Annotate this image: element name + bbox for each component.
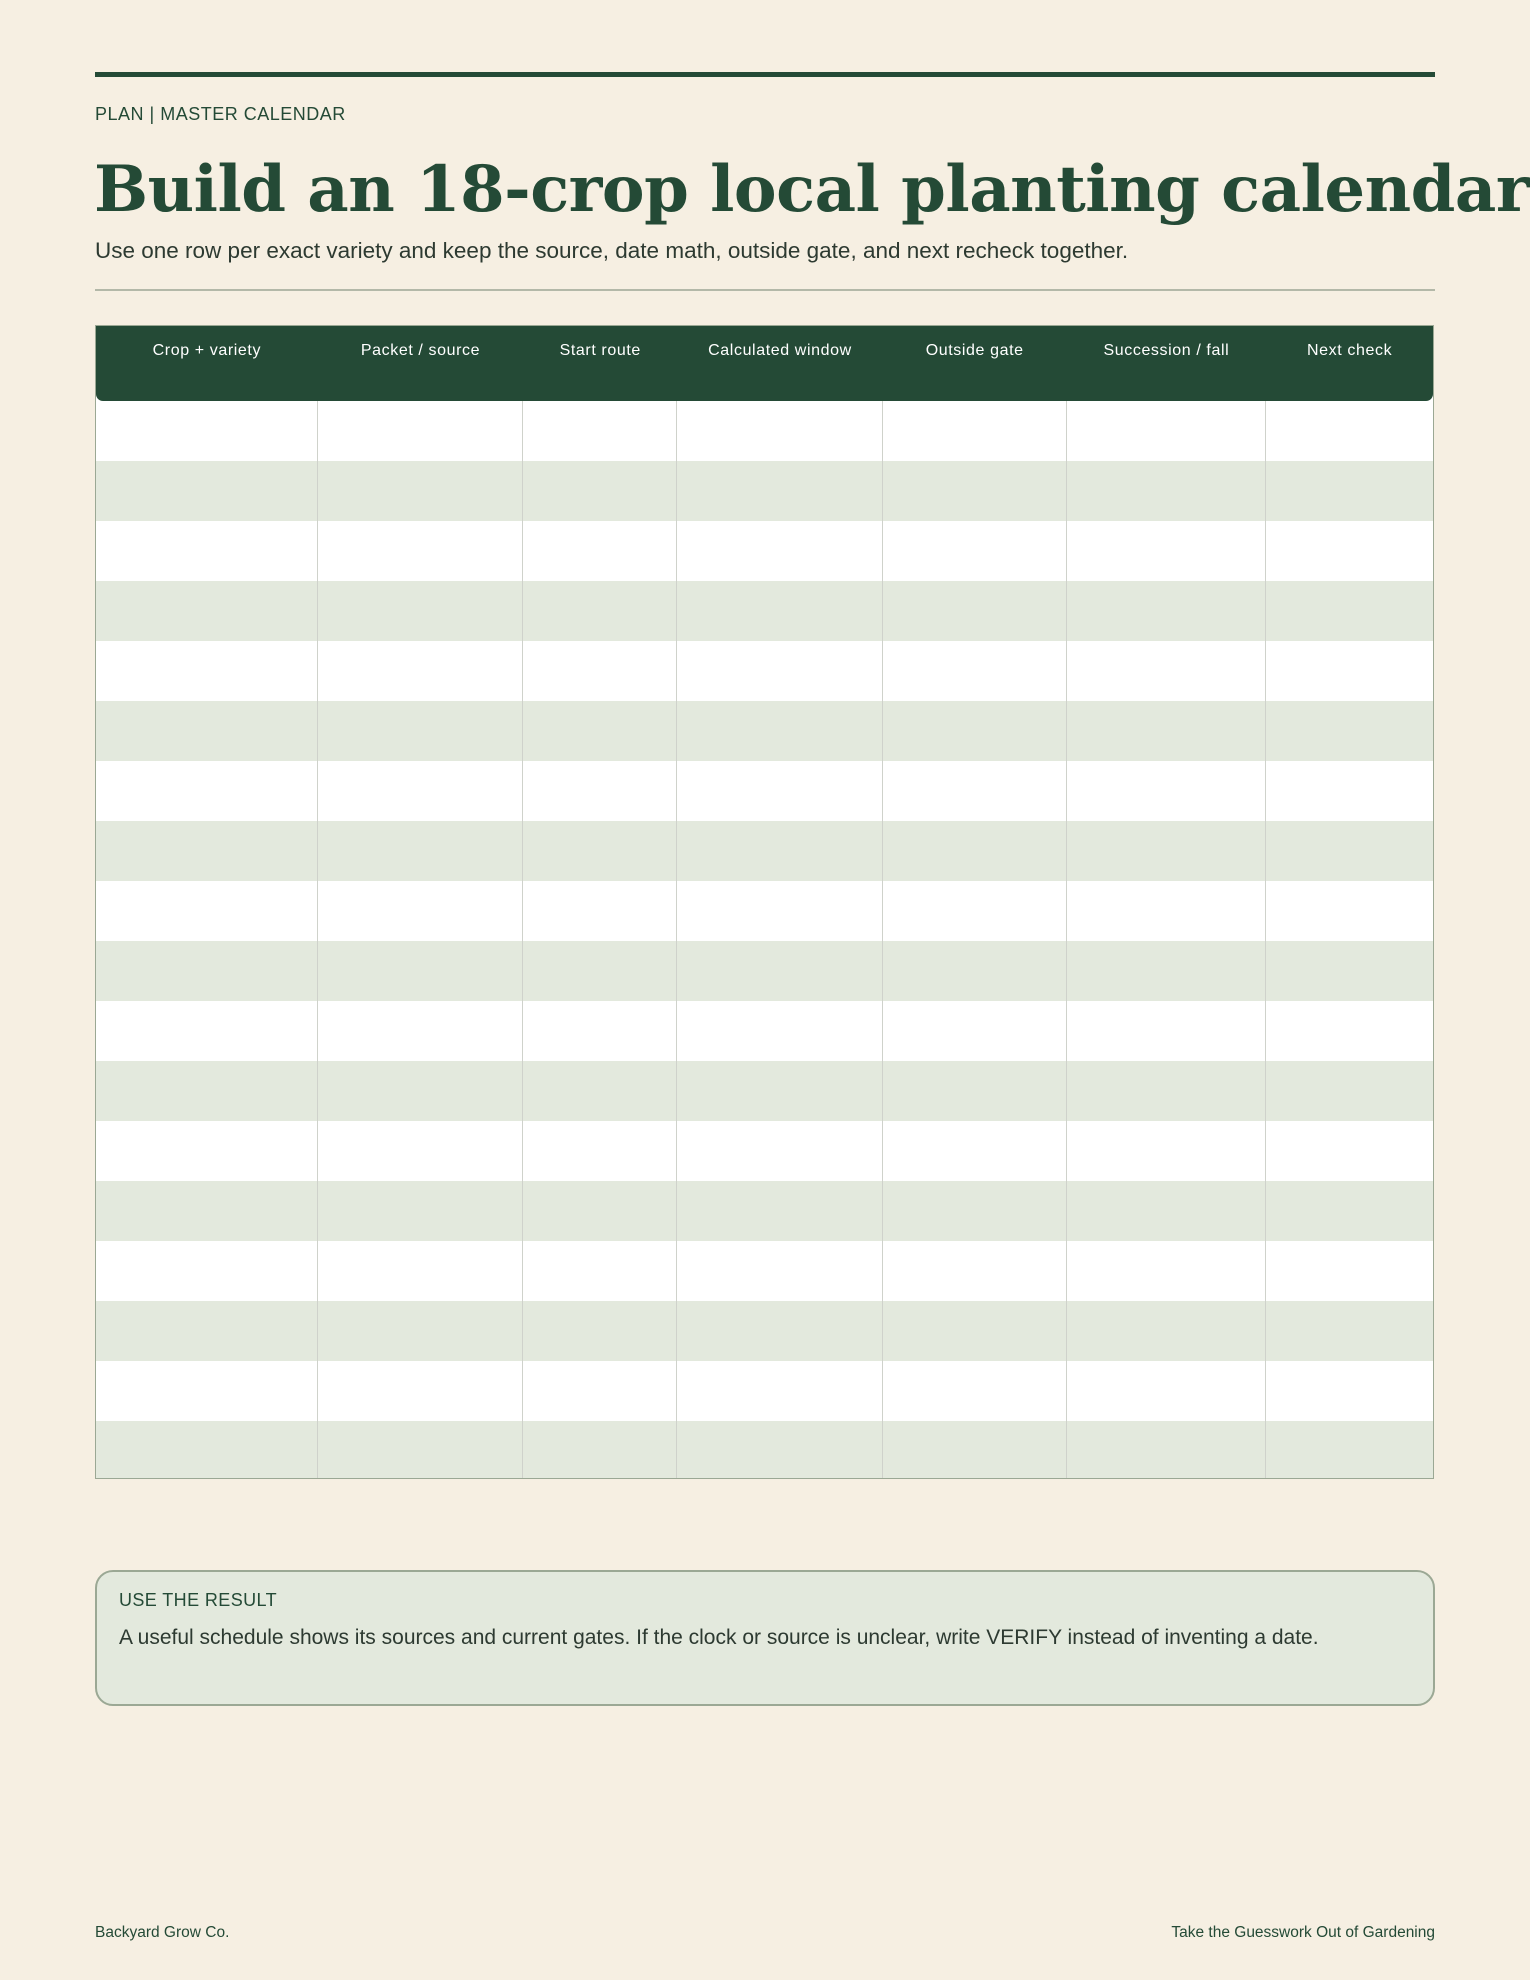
- table-row: [96, 401, 1433, 461]
- table-cell-start-route[interactable]: [523, 701, 677, 761]
- table-cell-calculated-window[interactable]: [677, 761, 883, 821]
- table-cell-succession-fall[interactable]: [1067, 1181, 1267, 1241]
- table-cell-outside-gate[interactable]: [883, 641, 1067, 701]
- table-cell-crop-variety[interactable]: [96, 1181, 318, 1241]
- table-cell-next-check[interactable]: [1266, 581, 1433, 641]
- table-row: [96, 581, 1433, 641]
- table-cell-succession-fall[interactable]: [1067, 761, 1267, 821]
- table-cell-succession-fall[interactable]: [1067, 401, 1267, 461]
- table-cell-crop-variety[interactable]: [96, 461, 318, 521]
- column-header-packet-source: Packet / source: [360, 342, 481, 359]
- table-cell-calculated-window[interactable]: [677, 401, 883, 461]
- table-cell-succession-fall[interactable]: [1067, 1121, 1267, 1181]
- table-cell-start-route[interactable]: [523, 1301, 677, 1361]
- result-note-box: [95, 1570, 1435, 1706]
- table-cell-start-route[interactable]: [523, 1061, 677, 1121]
- column-header-succession-fall: Succession / fall: [1103, 342, 1230, 359]
- table-cell-next-check[interactable]: [1266, 1241, 1433, 1301]
- table-cell-outside-gate[interactable]: [883, 881, 1067, 941]
- table-cell-start-route[interactable]: [523, 821, 677, 881]
- table-cell-outside-gate[interactable]: [883, 701, 1067, 761]
- table-cell-start-route[interactable]: [523, 1421, 677, 1479]
- table-cell-packet-source[interactable]: [318, 1061, 524, 1121]
- table-row: [96, 1361, 1433, 1421]
- table-row: [96, 1181, 1433, 1241]
- table-cell-packet-source[interactable]: [318, 581, 524, 641]
- planting-calendar-table: [95, 325, 1434, 1479]
- table-cell-calculated-window[interactable]: [677, 521, 883, 581]
- table-row: [96, 1421, 1433, 1479]
- column-header-start-route: Start route: [559, 342, 641, 359]
- table-cell-crop-variety[interactable]: [96, 1361, 318, 1421]
- table-cell-succession-fall[interactable]: [1067, 821, 1267, 881]
- table-cell-next-check[interactable]: [1266, 1421, 1433, 1479]
- table-cell-succession-fall[interactable]: [1067, 701, 1267, 761]
- table-cell-calculated-window[interactable]: [677, 1301, 883, 1361]
- table-cell-start-route[interactable]: [523, 941, 677, 1001]
- table-cell-start-route[interactable]: [523, 581, 677, 641]
- table-cell-calculated-window[interactable]: [677, 1361, 883, 1421]
- table-cell-calculated-window[interactable]: [677, 881, 883, 941]
- table-cell-crop-variety[interactable]: [96, 1121, 318, 1181]
- table-cell-start-route[interactable]: [523, 881, 677, 941]
- table-cell-crop-variety[interactable]: [96, 1421, 318, 1479]
- table-cell-crop-variety[interactable]: [96, 641, 318, 701]
- table-cell-packet-source[interactable]: [318, 1361, 524, 1421]
- table-row: [96, 641, 1433, 701]
- table-cell-succession-fall[interactable]: [1067, 1301, 1267, 1361]
- column-header-next-check: Next check: [1307, 342, 1393, 359]
- column-header-outside-gate: Outside gate: [925, 342, 1024, 359]
- table-cell-outside-gate[interactable]: [883, 1421, 1067, 1479]
- table-cell-calculated-window[interactable]: [677, 1421, 883, 1479]
- table-cell-crop-variety[interactable]: [96, 1301, 318, 1361]
- table-cell-calculated-window[interactable]: [677, 941, 883, 1001]
- table-cell-outside-gate[interactable]: [883, 941, 1067, 1001]
- table-row: [96, 821, 1433, 881]
- table-cell-next-check[interactable]: [1266, 461, 1433, 521]
- table-cell-calculated-window[interactable]: [677, 1061, 883, 1121]
- table-cell-next-check[interactable]: [1266, 1361, 1433, 1421]
- table-cell-outside-gate[interactable]: [883, 761, 1067, 821]
- table-cell-succession-fall[interactable]: [1067, 941, 1267, 1001]
- table-cell-start-route[interactable]: [523, 461, 677, 521]
- table-cell-start-route[interactable]: [523, 1181, 677, 1241]
- table-cell-calculated-window[interactable]: [677, 581, 883, 641]
- table-body: [96, 401, 1433, 1478]
- table-cell-crop-variety[interactable]: [96, 941, 318, 1001]
- table-cell-packet-source[interactable]: [318, 641, 524, 701]
- table-cell-start-route[interactable]: [523, 1241, 677, 1301]
- table-row: [96, 1121, 1433, 1181]
- table-row: [96, 1241, 1433, 1301]
- table-cell-crop-variety[interactable]: [96, 1001, 318, 1061]
- table-cell-packet-source[interactable]: [318, 881, 524, 941]
- table-cell-packet-source[interactable]: [318, 1181, 524, 1241]
- table-row: [96, 701, 1433, 761]
- table-cell-succession-fall[interactable]: [1067, 1001, 1267, 1061]
- table-cell-crop-variety[interactable]: [96, 581, 318, 641]
- column-header-crop-variety: Crop + variety: [152, 342, 262, 359]
- table-cell-packet-source[interactable]: [318, 1421, 524, 1479]
- table-cell-outside-gate[interactable]: [883, 1241, 1067, 1301]
- table-row: [96, 1001, 1433, 1061]
- table-cell-next-check[interactable]: [1266, 1061, 1433, 1121]
- table-cell-outside-gate[interactable]: [883, 1121, 1067, 1181]
- table-cell-next-check[interactable]: [1266, 1181, 1433, 1241]
- table-cell-packet-source[interactable]: [318, 1301, 524, 1361]
- table-cell-outside-gate[interactable]: [883, 1181, 1067, 1241]
- table-cell-next-check[interactable]: [1266, 1121, 1433, 1181]
- table-cell-crop-variety[interactable]: [96, 1061, 318, 1121]
- table-cell-packet-source[interactable]: [318, 821, 524, 881]
- table-cell-calculated-window[interactable]: [677, 1121, 883, 1181]
- table-header-row: [96, 326, 1433, 401]
- note-body: A useful schedule shows its sources and current gates. If the clock or source is unclear, write VERIFY instead of inventing a date.: [119, 1626, 1319, 1649]
- table-row: [96, 1061, 1433, 1121]
- top-rule: [95, 72, 1435, 77]
- table-cell-start-route[interactable]: [523, 641, 677, 701]
- table-cell-packet-source[interactable]: [318, 761, 524, 821]
- table-row: [96, 521, 1433, 581]
- table-cell-outside-gate[interactable]: [883, 1061, 1067, 1121]
- table-cell-succession-fall[interactable]: [1067, 881, 1267, 941]
- footer-tagline: Take the Guesswork Out of Gardening: [1171, 1924, 1435, 1941]
- table-cell-packet-source[interactable]: [318, 1121, 524, 1181]
- table-cell-succession-fall[interactable]: [1067, 641, 1267, 701]
- table-cell-succession-fall[interactable]: [1067, 1361, 1267, 1421]
- table-cell-next-check[interactable]: [1266, 401, 1433, 461]
- table-cell-crop-variety[interactable]: [96, 761, 318, 821]
- table-cell-next-check[interactable]: [1266, 881, 1433, 941]
- table-cell-start-route[interactable]: [523, 761, 677, 821]
- table-cell-crop-variety[interactable]: [96, 881, 318, 941]
- table-cell-next-check[interactable]: [1266, 641, 1433, 701]
- column-header-calculated-window: Calculated window: [708, 342, 852, 359]
- table-cell-outside-gate[interactable]: [883, 461, 1067, 521]
- table-cell-packet-source[interactable]: [318, 401, 524, 461]
- table-cell-calculated-window[interactable]: [677, 1181, 883, 1241]
- table-cell-outside-gate[interactable]: [883, 1001, 1067, 1061]
- table-row: [96, 881, 1433, 941]
- table-cell-start-route[interactable]: [523, 1001, 677, 1061]
- table-row: [96, 941, 1433, 1001]
- table-cell-outside-gate[interactable]: [883, 1361, 1067, 1421]
- page-title: Build an 18-crop local planting calendar: [94, 152, 1530, 227]
- table-cell-crop-variety[interactable]: [96, 401, 318, 461]
- table-cell-succession-fall[interactable]: [1067, 521, 1267, 581]
- table-cell-packet-source[interactable]: [318, 1241, 524, 1301]
- table-cell-outside-gate[interactable]: [883, 581, 1067, 641]
- table-cell-succession-fall[interactable]: [1067, 1061, 1267, 1121]
- table-cell-next-check[interactable]: [1266, 821, 1433, 881]
- table-cell-outside-gate[interactable]: [883, 401, 1067, 461]
- page-subtitle: Use one row per exact variety and keep the source, date math, outside gate, and next recheck together.: [95, 238, 1129, 263]
- table-cell-outside-gate[interactable]: [883, 1301, 1067, 1361]
- table-cell-succession-fall[interactable]: [1067, 581, 1267, 641]
- table-cell-start-route[interactable]: [523, 1121, 677, 1181]
- table-cell-succession-fall[interactable]: [1067, 1421, 1267, 1479]
- header-divider: [95, 289, 1435, 291]
- table-cell-packet-source[interactable]: [318, 941, 524, 1001]
- table-cell-calculated-window[interactable]: [677, 461, 883, 521]
- table-cell-start-route[interactable]: [523, 401, 677, 461]
- table-cell-packet-source[interactable]: [318, 461, 524, 521]
- table-cell-calculated-window[interactable]: [677, 1001, 883, 1061]
- table-cell-calculated-window[interactable]: [677, 701, 883, 761]
- table-cell-next-check[interactable]: [1266, 1001, 1433, 1061]
- table-cell-crop-variety[interactable]: [96, 701, 318, 761]
- table-cell-next-check[interactable]: [1266, 701, 1433, 761]
- table-cell-next-check[interactable]: [1266, 761, 1433, 821]
- table-cell-crop-variety[interactable]: [96, 1241, 318, 1301]
- table-cell-outside-gate[interactable]: [883, 521, 1067, 581]
- table-cell-packet-source[interactable]: [318, 1001, 524, 1061]
- table-cell-crop-variety[interactable]: [96, 521, 318, 581]
- table-cell-next-check[interactable]: [1266, 1301, 1433, 1361]
- table-cell-outside-gate[interactable]: [883, 821, 1067, 881]
- table-row: [96, 761, 1433, 821]
- table-cell-succession-fall[interactable]: [1067, 1241, 1267, 1301]
- table-cell-start-route[interactable]: [523, 521, 677, 581]
- table-cell-calculated-window[interactable]: [677, 1241, 883, 1301]
- note-heading: USE THE RESULT: [119, 1590, 277, 1610]
- footer-brand: Backyard Grow Co.: [95, 1924, 230, 1941]
- section-eyebrow: PLAN | MASTER CALENDAR: [95, 104, 346, 124]
- table-cell-packet-source[interactable]: [318, 521, 524, 581]
- table-cell-calculated-window[interactable]: [677, 821, 883, 881]
- table-cell-calculated-window[interactable]: [677, 641, 883, 701]
- table-row: [96, 1301, 1433, 1361]
- table-cell-succession-fall[interactable]: [1067, 461, 1267, 521]
- table-cell-next-check[interactable]: [1266, 941, 1433, 1001]
- table-cell-start-route[interactable]: [523, 1361, 677, 1421]
- table-cell-crop-variety[interactable]: [96, 821, 318, 881]
- table-row: [96, 461, 1433, 521]
- table-cell-next-check[interactable]: [1266, 521, 1433, 581]
- table-cell-packet-source[interactable]: [318, 701, 524, 761]
